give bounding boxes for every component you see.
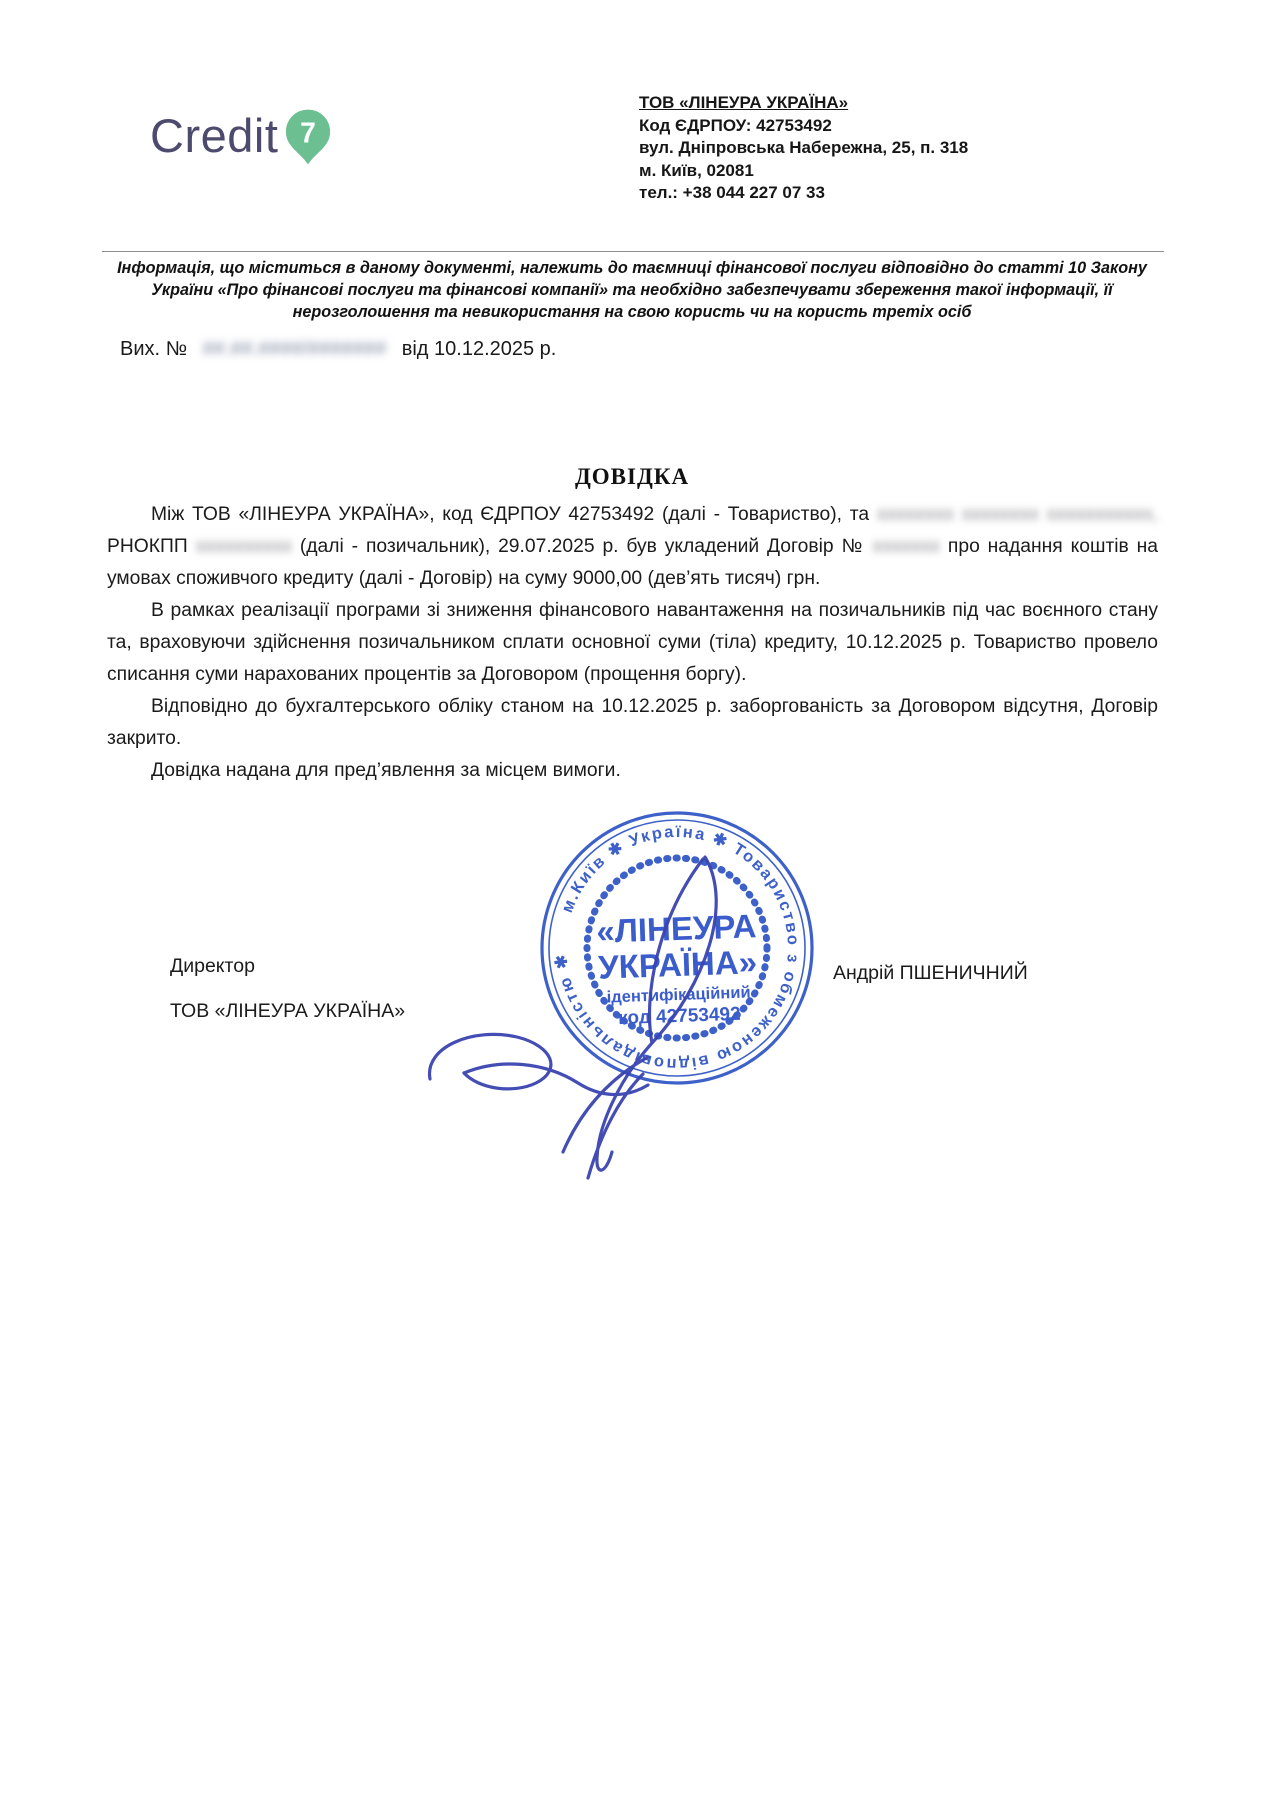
company-name: ТОВ «ЛІНЕУРА УКРАЇНА» — [639, 93, 849, 112]
company-city: м. Київ, 02081 — [639, 160, 754, 180]
redacted-outgoing-number: ##.##.####/####### — [202, 338, 387, 360]
logo-pin-digit: 7 — [300, 116, 317, 149]
redacted-contract-number: ххххххх — [872, 536, 941, 557]
stamp-and-signature — [408, 803, 844, 1203]
stamp-ring-text: м.Київ ✱ Україна ✱ Товариство з обмеженою відповідальністю ✱ — [551, 822, 803, 1074]
document-title: ДОВІДКА — [574, 464, 690, 489]
redacted-rnokpp: хххххххххх — [195, 536, 293, 557]
confidentiality-notice — [104, 257, 1160, 323]
company-requisites — [639, 92, 968, 205]
stamp-center-line1: «ЛІНЕУРА — [595, 907, 757, 950]
outgoing-number-line — [120, 338, 556, 361]
p1-text-4: про надання коштів на умовах споживчого кредиту (далі - Договір) на суму 9000,00 (дев’ять тисяч) грн. — [107, 536, 1159, 589]
p1-text-1: Між ТОВ «ЛІНЕУРА УКРАЇНА», код ЄДРПОУ 42753492 (далі - Товариство), та — [151, 504, 870, 525]
director-label: Директор — [170, 955, 255, 977]
paragraph-purpose: Довідка надана для пред’явлення за місцем вимоги. — [151, 760, 621, 781]
document-body — [107, 499, 1158, 787]
credit7-logo — [150, 109, 331, 166]
paragraph-agreement — [107, 499, 1158, 595]
company-address: вул. Дніпровська Набережна, 25, п. 318 — [639, 138, 969, 157]
signer-name: Андрій ПШЕНИЧНИЙ — [833, 962, 1028, 984]
p1-text-2: РНОКПП — [107, 536, 188, 557]
outgoing-prefix: Вих. № — [120, 338, 188, 360]
paragraph-writeoff: В рамках реалізації програми зі зниження фінансового навантаження на позичальників під час воєнного стану та, враховуючи здійснення позичальником сплати основної суми (тіла) кредиту, 10.12.2025 р. Товариство провело списання суми нарахованих процентів за Договором (прощення боргу). — [107, 600, 1158, 685]
company-stamp — [519, 803, 834, 1106]
stamp-id-code: код 42753492 — [617, 1003, 741, 1030]
notice-line-3: нерозголошення та невикористання на свою користь чи на користь третіх осіб — [292, 303, 972, 321]
notice-line-2: України «Про фінансові послуги та фінансові компанії» та необхідно забезпечувати збереження такої інформації, її — [151, 281, 1113, 299]
company-phone: тел.: +38 044 227 07 33 — [639, 183, 825, 202]
director-company-label: ТОВ «ЛІНЕУРА УКРАЇНА» — [170, 1000, 406, 1022]
p1-text-3: (далі - позичальник), 29.07.2025 р. був укладений Договір № — [299, 536, 865, 557]
logo-wordmark: Credit — [150, 109, 279, 162]
notice-line-1: Інформація, що міститься в даному документі, належить до таємниці фінансової послуги відповідно до статті 10 Закону — [117, 259, 1147, 277]
horizontal-rule — [102, 251, 1164, 252]
redacted-borrower-patronymic: ххххххххххх, — [1046, 504, 1159, 525]
logo-pin-icon — [285, 108, 331, 166]
company-edrpou: Код ЄДРПОУ: 42753492 — [639, 115, 832, 135]
paragraph-no-debt: Відповідно до бухгалтерського обліку станом на 10.12.2025 р. заборгованість за Договором відсутня, Договір закрито. — [107, 696, 1158, 749]
outgoing-date: від 10.12.2025 р. — [401, 338, 557, 360]
stamp-center-line2: УКРАЇНА» — [597, 943, 758, 986]
stamp-id-label: ідентифікаційний — [606, 983, 751, 1007]
redacted-borrower-name: хххххххх хххххххх — [876, 504, 1039, 525]
